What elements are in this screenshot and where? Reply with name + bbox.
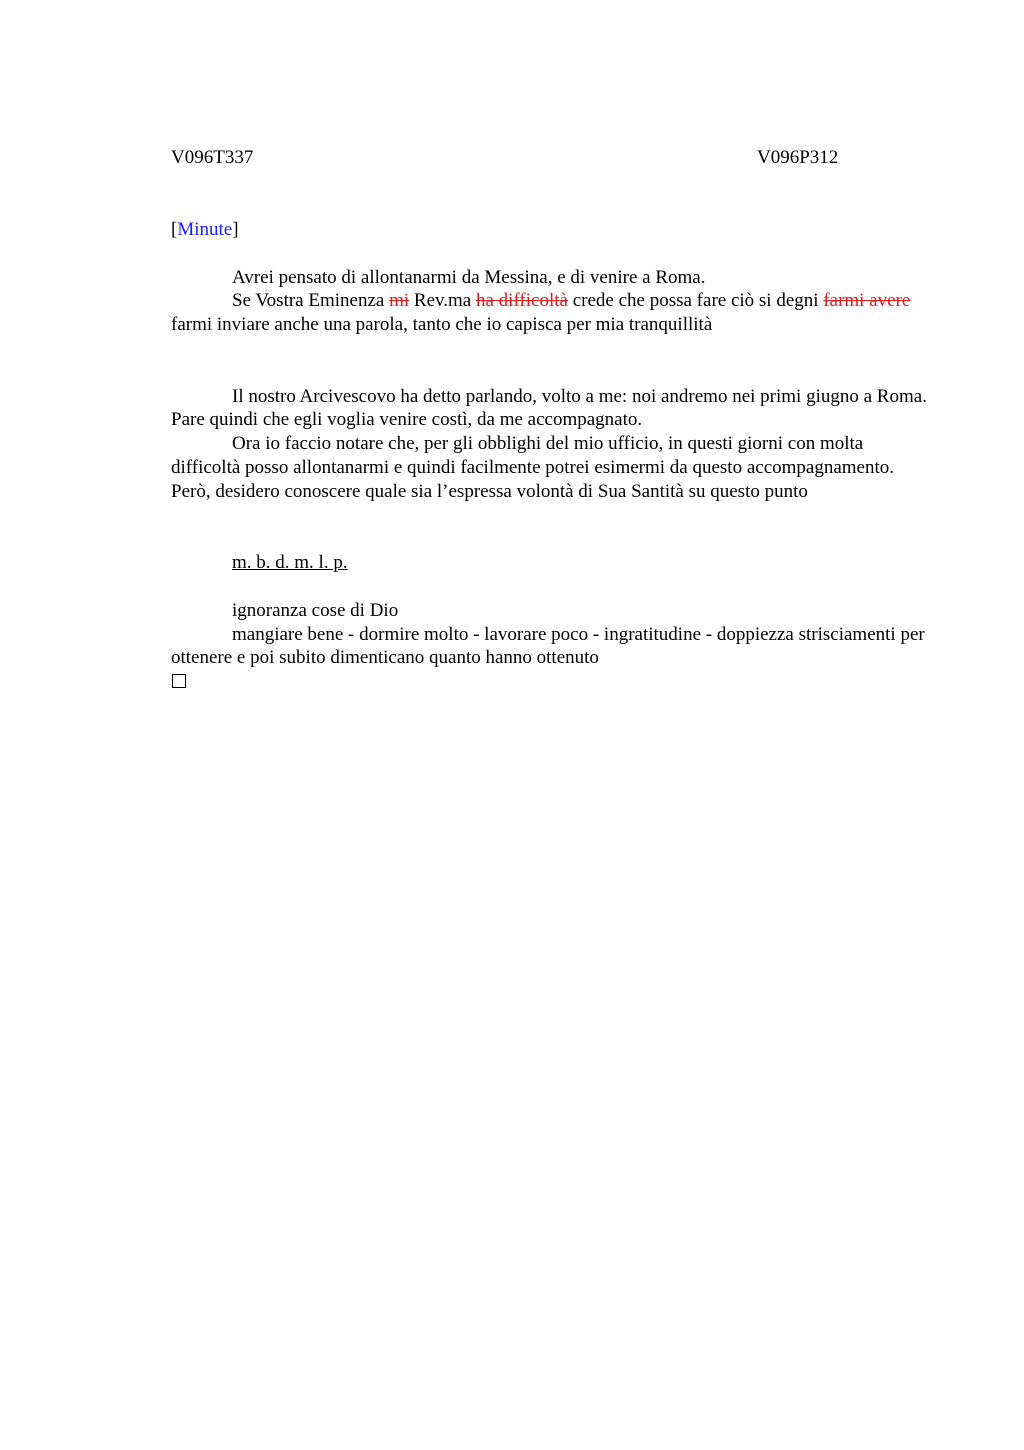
notes-line-1: ignoranza cose di Dio	[232, 599, 399, 621]
spacer	[171, 575, 931, 599]
minute-label	[171, 218, 931, 242]
signature-line	[171, 551, 931, 575]
paragraph-2-part-3: crede che possa fare ciò si degni	[567, 290, 824, 312]
notes-line-2: mangiare bene - dormire molto - lavorare poco - ingratitudine - doppiezza strisciamenti per ottenere e poi subito dimenticano quanto hanno ottenuto	[171, 623, 925, 669]
open-bracket: [	[171, 219, 178, 240]
paragraph-2-part-4: farmi inviare anche una parola, tanto che io capisca per mia tranquillità	[171, 314, 713, 336]
paragraph-3: Il nostro Arcivescovo ha detto parlando, volto a me: noi andremo nei primi giugno a Roma. Pare quindi che egli voglia venire costì, da me accompagnato.	[171, 385, 927, 431]
close-bracket: ]	[232, 219, 239, 240]
paragraph-2-part-1: Se Vostra Eminenza	[232, 290, 390, 312]
spacer	[171, 337, 931, 385]
deleted-word-mi: mi	[389, 290, 410, 312]
end-mark-line	[171, 670, 931, 694]
document-code-left: V096T337	[171, 147, 254, 168]
document-body	[171, 218, 931, 694]
spacer	[171, 504, 931, 552]
deleted-phrase-farmi-avere: farmi avere	[823, 290, 911, 312]
minute-label-text: Minute	[177, 219, 233, 240]
paragraph-4: Ora io faccio notare che, per gli obblighi del mio ufficio, in questi giorni con molta difficoltà posso allontanarmi e quindi facilmente potrei esimermi da questo accompagnamento. Però, desidero conoscere quale sia l’espressa volontà di Sua Santità su questo punto	[171, 433, 895, 502]
paragraph-1: Avrei pensato di allontanarmi da Messina, e di venire a Roma.	[232, 266, 706, 288]
spacer	[171, 242, 931, 266]
checkbox-square-icon	[172, 674, 186, 688]
document-code-right: V096P312	[757, 147, 839, 168]
deleted-phrase-ha-difficolta: ha difficoltà	[475, 290, 568, 312]
paragraph-2-part-2: Rev.ma	[409, 290, 476, 312]
paragraph-2	[171, 289, 931, 337]
signature-initials: m. b. d. m. l. p.	[232, 552, 348, 574]
